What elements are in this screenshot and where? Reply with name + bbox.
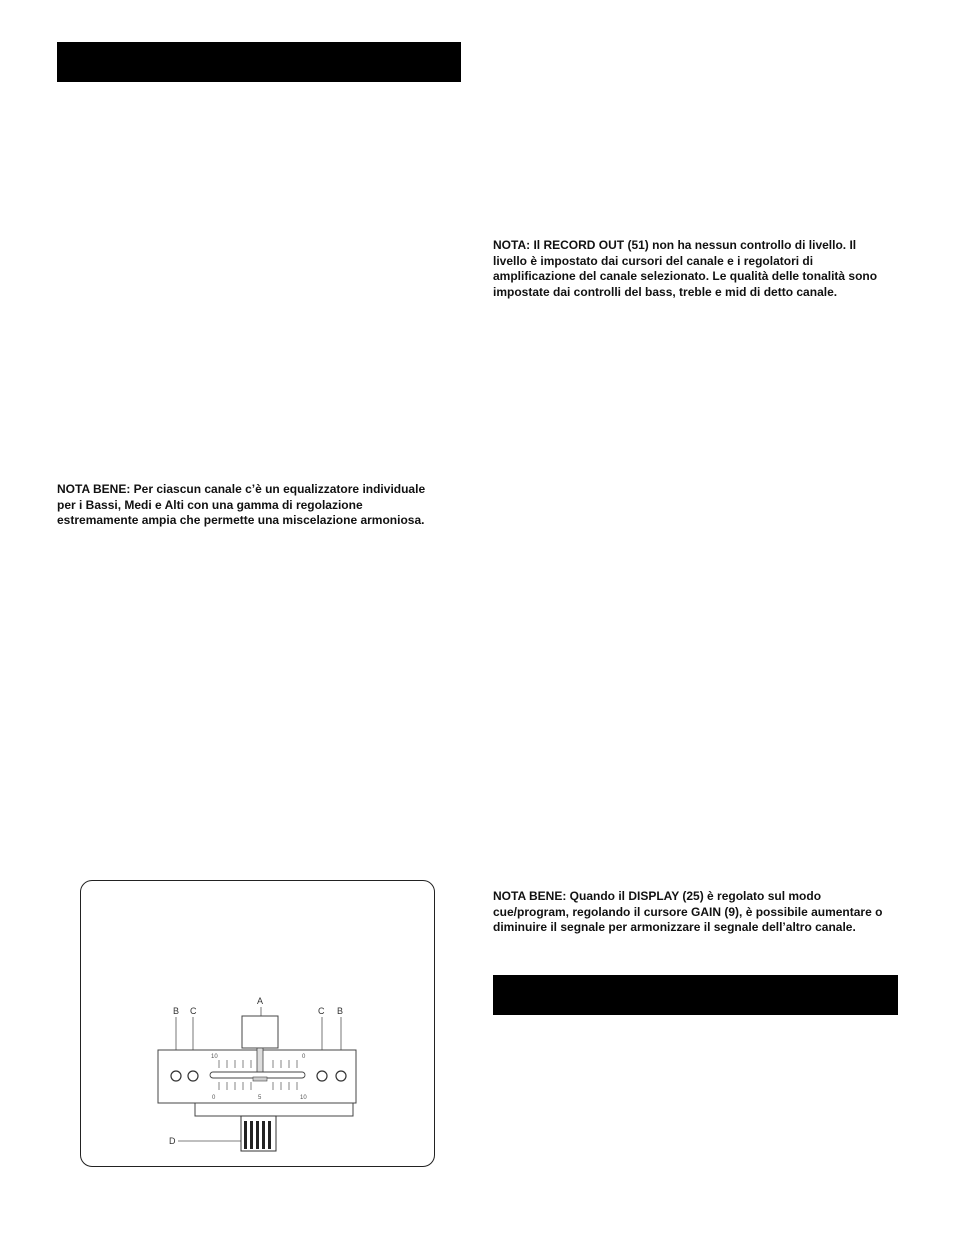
note-prefix: NOTA BENE: xyxy=(57,482,131,496)
scale-top-right: 0 xyxy=(302,1054,306,1060)
crossfader-diagram xyxy=(81,881,436,1168)
scale-bottom-left: 0 xyxy=(212,1095,216,1101)
label-a: A xyxy=(257,996,264,1006)
note-prefix: NOTA BENE: xyxy=(493,889,567,903)
scale-top-left: 10 xyxy=(211,1054,218,1060)
note-body: Il RECORD OUT (51) non ha nessun controllo di livello. Il livello è impostato dai cursori del canale e i regolatori di amplificazione del canale selezionato. Le qualità delle tonalità sono impostate dai controlli del bass, treble e mid di detto canale. xyxy=(493,238,878,299)
note-body: Quando il DISPLAY (25) è regolato sul modo cue/program, regolando il cursore GAIN (9), è possibile aumentare o diminuire il segnale per armonizzare il segnale dell’altro canale. xyxy=(493,889,883,934)
scale-bottom-right: 10 xyxy=(300,1095,307,1101)
note-prefix: NOTA: xyxy=(493,238,531,252)
section-header-bar-right xyxy=(493,975,898,1015)
label-c-left: C xyxy=(190,1006,197,1016)
note-equalizer xyxy=(57,482,437,529)
scale-bottom-mid: 5 xyxy=(258,1095,262,1101)
label-d: D xyxy=(169,1136,176,1146)
section-header-bar-left xyxy=(57,42,461,82)
label-b-left: B xyxy=(173,1006,180,1016)
button-c-left xyxy=(188,1071,198,1081)
label-c-right: C xyxy=(318,1006,325,1016)
fader-knob-cap xyxy=(242,1016,278,1048)
note-record-out xyxy=(493,238,878,300)
note-body: Per ciascun canale c’è un equalizzatore individuale per i Bassi, Medi e Alti con una gamma di regolazione estremamente ampia che permette una miscelazione armoniosa. xyxy=(57,482,426,527)
note-display-gain xyxy=(493,889,893,936)
button-b-right xyxy=(336,1071,346,1081)
button-c-right xyxy=(317,1071,327,1081)
button-b-left xyxy=(171,1071,181,1081)
label-b-right: B xyxy=(337,1006,344,1016)
crossfader-figure-box xyxy=(80,880,435,1167)
